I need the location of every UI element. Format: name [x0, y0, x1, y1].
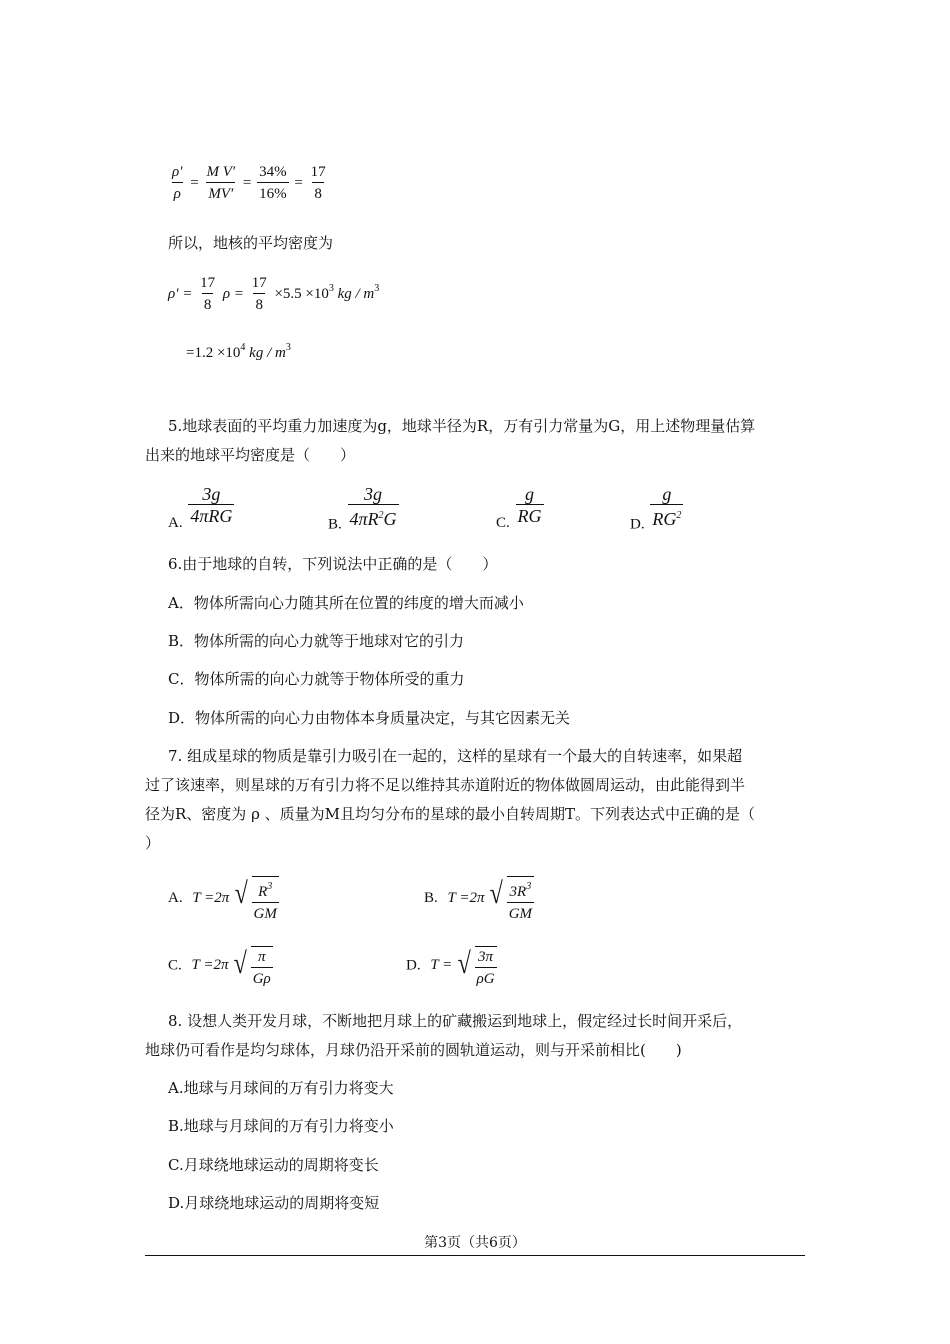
- density-multiplier: ×5.5 ×10: [274, 285, 329, 302]
- q7-option-d-denominator: ρG: [475, 967, 497, 990]
- ratio-mid-numerator: M V′: [206, 164, 236, 180]
- q5-option-b[interactable]: [328, 484, 401, 533]
- density-rho: ρ =: [222, 285, 244, 302]
- ratio-result-denominator: 8: [312, 182, 324, 205]
- q7-option-b-numerator: [508, 877, 534, 902]
- density-fraction-2-numerator: 17: [251, 275, 267, 291]
- q8-option-b[interactable]: B.地球与月球间的万有引力将变小: [168, 1117, 394, 1135]
- density-lhs: ρ′ =: [168, 285, 193, 302]
- q7-option-b-lhs: T =2π: [447, 889, 485, 906]
- density-ratio-equation: $\frac{\rho'}{\rho}$ = $\frac{\text{M V′}}{MV'}$ = $\frac{34\%}{16\%}$ = $\frac{17}{8}$: [168, 162, 330, 205]
- q5-option-d-denominator: [650, 504, 683, 530]
- footer-divider: [145, 1255, 805, 1256]
- result-unit-exponent: 3: [285, 342, 291, 353]
- q7-option-b-denominator: GM: [507, 902, 534, 925]
- q5-option-a[interactable]: [168, 484, 236, 532]
- q7-option-b-label: B.: [424, 889, 438, 906]
- q7-option-c-lhs: T =2π: [191, 957, 229, 974]
- ratio-lhs-numerator: ρ′: [172, 164, 183, 180]
- density-fraction-1-numerator: 17: [200, 275, 216, 291]
- ratio-lhs-fraction: [170, 162, 184, 205]
- q7-option-a[interactable]: [168, 872, 281, 925]
- q5-option-d-fraction: [650, 484, 683, 530]
- q5-option-a-fraction: [188, 484, 234, 527]
- q5-option-a-numerator: 3g: [202, 484, 221, 504]
- q6-option-d[interactable]: D．物体所需的向心力由物体本身质量决定，与其它因素无关: [168, 709, 571, 727]
- q6-stem: 6.由于地球的自转，下列说法中正确的是（ ）: [168, 555, 498, 573]
- sqrt-icon: √: [234, 877, 248, 910]
- q6-option-b[interactable]: B．物体所需的向心力就等于地球对它的引力: [168, 632, 465, 650]
- q5-option-b-numerator: 3g: [364, 484, 383, 504]
- q7-option-d-lhs: T =: [430, 957, 453, 974]
- q5-stem-line1: 5.地球表面的平均重力加速度为g，地球半径为R，万有引力常量为G，用上述物理量估算: [168, 417, 756, 435]
- q7-stem-line3: 径为R、密度为 ρ 、质量为M且均匀分布的星球的最小自转周期T。下列表达式中正确的是（: [145, 805, 756, 823]
- ratio-result-numerator: 17: [310, 164, 326, 180]
- q5-option-b-fraction: [348, 484, 399, 530]
- q7-option-a-denominator: GM: [252, 902, 279, 925]
- q7-option-d-label: D.: [406, 957, 421, 974]
- q7-option-b-sqrt: [488, 872, 536, 925]
- density-fraction-2-denominator: 8: [253, 293, 265, 316]
- ratio-percent-numerator: 34%: [259, 164, 287, 180]
- q7-option-c-numerator: π: [257, 949, 266, 965]
- q7-option-a-label: A.: [168, 889, 183, 906]
- q7-option-a-fraction: [252, 876, 279, 925]
- q5-option-b-denominator: [348, 504, 399, 530]
- q6-option-a[interactable]: A．物体所需向心力随其所在位置的纬度的增大而减小: [168, 594, 524, 612]
- q5-option-b-den-exponent: 2: [378, 510, 384, 521]
- q5-stem-line2: 出来的地球平均密度是（ ）: [145, 446, 356, 464]
- q7-option-a-numerator: [256, 877, 274, 902]
- q5-option-c[interactable]: [496, 484, 546, 532]
- q7-option-b-fraction: [507, 876, 534, 925]
- q7-stem-line4: ）: [145, 834, 161, 852]
- sqrt-icon: √: [233, 947, 248, 980]
- core-density-equation: [168, 273, 379, 316]
- sqrt-icon: √: [457, 947, 471, 980]
- q5-option-d[interactable]: [630, 484, 685, 533]
- q7-option-d-fraction: [475, 946, 497, 990]
- q8-option-d[interactable]: D.月球绕地球运动的周期将变短: [168, 1194, 380, 1212]
- density-fraction-1-denominator: 8: [202, 293, 214, 316]
- ratio-mid-denominator: MV′: [206, 182, 235, 205]
- q7-option-b-num-base: 3R: [509, 884, 527, 900]
- q7-option-c-fraction: [251, 946, 273, 990]
- q7-option-d-numerator: 3π: [478, 949, 494, 965]
- q6-option-c[interactable]: C．物体所需的向心力就等于物体所受的重力: [168, 670, 465, 688]
- q7-stem-line1: 7. 组成星球的物质是靠引力吸引在一起的，这样的星球有一个最大的自转速率，如果超: [168, 747, 743, 765]
- density-result: [186, 337, 291, 364]
- density-fraction-2: [250, 273, 269, 316]
- result-prefix: =1.2 ×10: [186, 345, 241, 361]
- q5-option-a-label: A.: [168, 514, 183, 531]
- q5-option-d-numerator: g: [662, 484, 672, 504]
- density-unit-exponent: 3: [374, 282, 380, 294]
- q7-option-c[interactable]: [168, 942, 275, 990]
- q5-option-b-den-tail: G: [383, 509, 397, 529]
- q5-option-b-den-base: 4πR: [349, 509, 379, 529]
- ratio-percent-denominator: 16%: [257, 182, 289, 205]
- q7-option-a-num-base: R: [258, 884, 268, 900]
- q5-option-c-denominator: RG: [517, 506, 542, 526]
- q7-option-c-denominator: Gρ: [251, 967, 273, 990]
- result-exponent: 4: [240, 342, 246, 353]
- ratio-lhs-denominator: ρ: [172, 182, 183, 205]
- q7-option-b[interactable]: [424, 872, 536, 925]
- page-number: 第3页（共6页）: [424, 1235, 526, 1251]
- q5-option-d-den-exponent: 2: [676, 510, 682, 521]
- q8-option-c[interactable]: C.月球绕地球运动的周期将变长: [168, 1156, 379, 1174]
- q5-option-a-denominator: 4πRG: [190, 506, 233, 526]
- q7-option-d-sqrt: [456, 942, 499, 990]
- q5-option-c-fraction: [516, 484, 544, 527]
- ratio-mid-fraction: [204, 162, 237, 205]
- q8-stem-line1: 8. 设想人类开发月球，不断地把月球上的矿藏搬运到地球上，假定经过长时间开采后，: [168, 1012, 743, 1030]
- density-unit: kg / m: [337, 285, 375, 302]
- q7-option-a-lhs: T =2π: [192, 889, 230, 906]
- q7-option-a-num-exponent: 3: [267, 881, 273, 892]
- q8-option-a[interactable]: A.地球与月球间的万有引力将变大: [168, 1079, 394, 1097]
- q7-option-b-num-exponent: 3: [526, 881, 532, 892]
- q5-option-c-label: C.: [496, 514, 510, 531]
- result-unit: kg / m: [249, 345, 286, 361]
- density-exponent: 3: [328, 282, 334, 294]
- ratio-result-fraction: [309, 162, 328, 205]
- q5-option-b-label: B.: [328, 516, 342, 533]
- q8-stem-line2: 地球仍可看作是均匀球体，月球仍沿开采前的圆轨道运动，则与开采前相比( ): [145, 1041, 682, 1059]
- q7-option-c-sqrt: [232, 942, 275, 990]
- q5-option-d-den-base: RG: [652, 509, 677, 529]
- q5-option-c-numerator: g: [525, 484, 535, 504]
- q7-option-a-sqrt: [233, 872, 281, 925]
- q7-option-c-label: C.: [168, 957, 182, 974]
- q5-option-d-label: D.: [630, 516, 645, 533]
- q7-option-d[interactable]: [406, 942, 499, 990]
- density-fraction-1: [198, 273, 217, 316]
- conclusion-text: 所以，地核的平均密度为: [168, 234, 334, 252]
- ratio-percent-fraction: [257, 162, 289, 205]
- sqrt-icon: √: [489, 877, 504, 910]
- q7-stem-line2: 过了该速率，则星球的万有引力将不足以维持其赤道附近的物体做圆周运动，由此能得到半: [145, 776, 746, 794]
